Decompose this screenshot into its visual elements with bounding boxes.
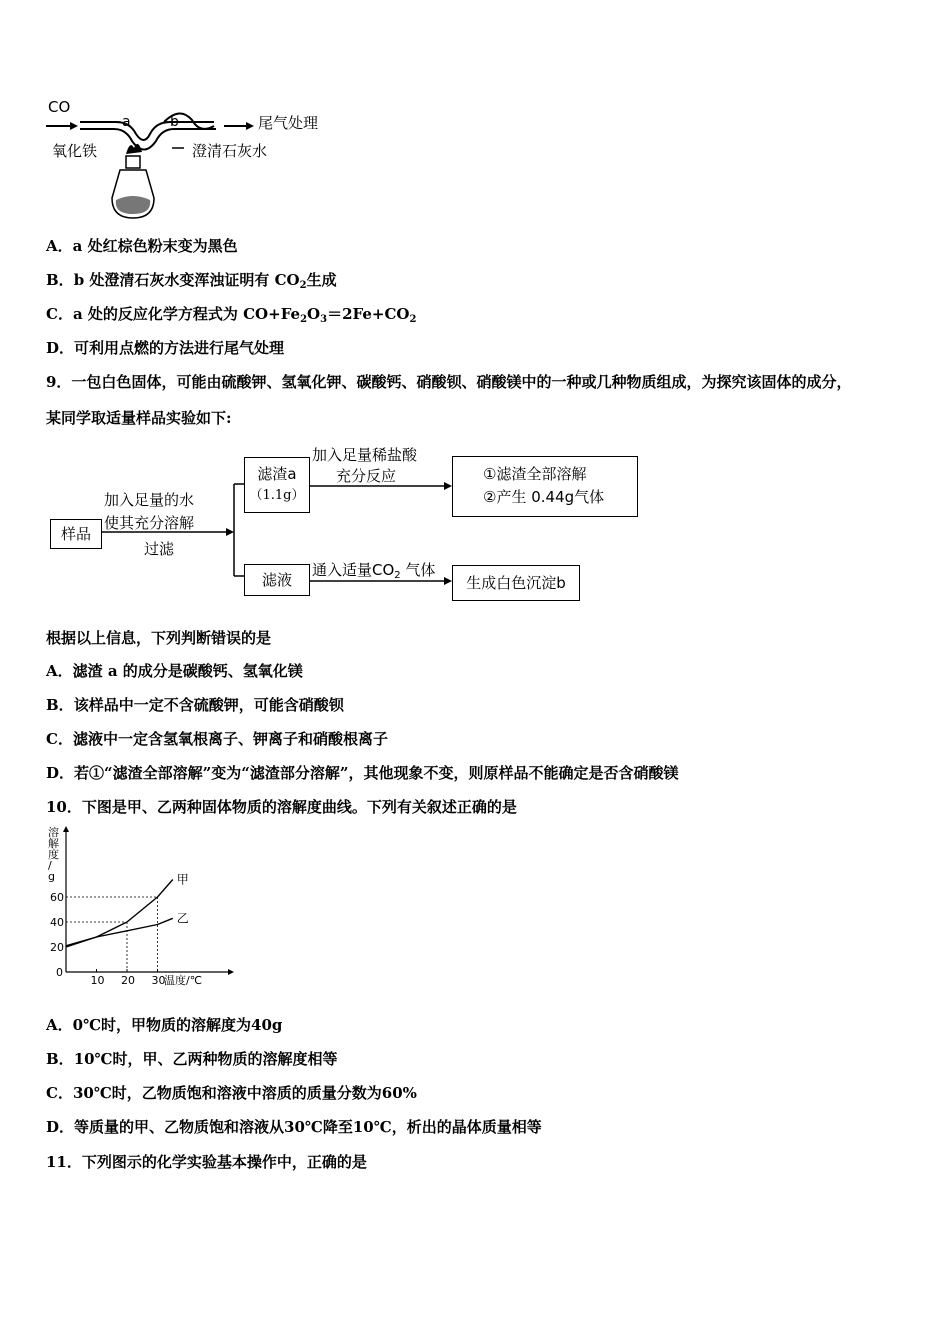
step1-line3: 过滤 (144, 540, 175, 558)
label-b: b (170, 114, 179, 130)
acid-line2: 充分反应 (336, 467, 397, 485)
q8-option-a: A．a 处红棕色粉末变为黑色 (46, 237, 238, 255)
y-axis-label-char: 溶 (48, 826, 59, 839)
q9-option-d: D．若①“滤渣全部溶解”变为“滤渣部分溶解”，其他现象不变，则原样品不能确定是否含硝酸镁 (46, 764, 679, 782)
exhaust-label: 尾气处理 (258, 114, 319, 132)
limewater-label: 澄清石灰水 (192, 142, 268, 160)
co-reduction-apparatus (44, 96, 344, 224)
q9-stem-line1: 9．一包白色固体，可能由硫酸钾、氢氧化钾、碳酸钙、硝酸钡、硝酸镁中的一种或几种物质组成，为探究该固体的成分， (46, 373, 852, 391)
y-tick-label: 40 (50, 916, 64, 929)
q9-stem-line2: 某同学取适量样品实验如下: (46, 409, 232, 427)
q8-option-d: D．可利用点燃的方法进行尾气处理 (46, 339, 285, 357)
series-line-甲 (66, 880, 173, 946)
residue-mass: （1.1g） (249, 488, 305, 503)
y-axis-label-char: 度 (48, 848, 59, 861)
acid-line1: 加入足量稀盐酸 (312, 446, 418, 464)
y-axis-label-char: g (48, 870, 55, 883)
series-label: 乙 (176, 911, 189, 926)
x-tick-label: 30 (151, 974, 166, 987)
series-line-乙 (66, 918, 173, 947)
step1-line1: 加入足量的水 (104, 491, 195, 509)
solubility-chart (44, 824, 244, 992)
x-tick-label: 10 (90, 974, 105, 987)
label-a: a (122, 114, 131, 130)
q8-option-b: B．b 处澄清石灰水变浑浊证明有 $CO_2$生成 (46, 271, 337, 291)
filtrate-box: 滤液 (244, 564, 310, 596)
iron-oxide-label: 氧化铁 (52, 142, 98, 160)
q10-option-a: A．0℃时，甲物质的溶解度为40g (46, 1016, 283, 1034)
result-box (452, 456, 638, 517)
co2-label: 通入适量$CO_2$ 气体 (312, 561, 436, 581)
y-axis-label-char: 解 (48, 837, 59, 850)
y-tick-label: 60 (50, 891, 64, 904)
sample-box: 样品 (50, 519, 102, 549)
x-tick-label: 20 (121, 974, 135, 987)
residue-box (244, 457, 310, 513)
x-axis-label: 温度/℃ (164, 974, 203, 987)
q9-option-c: C．滤液中一定含氢氧根离子、钾离子和硝酸根离子 (46, 730, 388, 748)
q10-option-d: D．等质量的甲、乙物质饱和溶液从30℃降至10℃，析出的晶体质量相等 (46, 1118, 542, 1136)
y-tick-label: 20 (50, 941, 64, 954)
q10-stem: 10．下图是甲、乙两种固体物质的溶解度曲线。下列有关叙述正确的是 (46, 798, 517, 816)
q9-option-a: A．滤渣 a 的成分是碳酸钙、氢氧化镁 (46, 662, 303, 680)
y-axis-label (48, 825, 59, 883)
q10-option-b: B．10℃时，甲、乙两种物质的溶解度相等 (46, 1050, 338, 1068)
q9-option-b: B．该样品中一定不含硫酸钾，可能含硝酸钡 (46, 696, 344, 714)
residue-label: 滤渣a (257, 465, 297, 483)
q8-option-c: C．a 处的反应化学方程式为 $CO+Fe_2O_3=2Fe+CO_2$ (46, 305, 417, 325)
step1-line2: 使其充分溶解 (104, 514, 195, 532)
q9-question: 根据以上信息，下列判断错误的是 (46, 629, 272, 647)
result-line2: ②产生 0.44g气体 (483, 488, 605, 506)
q10-option-c: C．30℃时，乙物质饱和溶液中溶质的质量分数为60% (46, 1084, 417, 1102)
co-label: CO (48, 98, 71, 116)
y-axis-label-char: / (48, 859, 52, 872)
precipitate-box: 生成白色沉淀b (452, 565, 580, 601)
q11-stem: 11．下列图示的化学实验基本操作中，正确的是 (46, 1153, 367, 1171)
result-line1: ①滤渣全部溶解 (483, 465, 587, 483)
y-tick-label: 0 (56, 966, 63, 979)
series-label: 甲 (176, 872, 189, 887)
